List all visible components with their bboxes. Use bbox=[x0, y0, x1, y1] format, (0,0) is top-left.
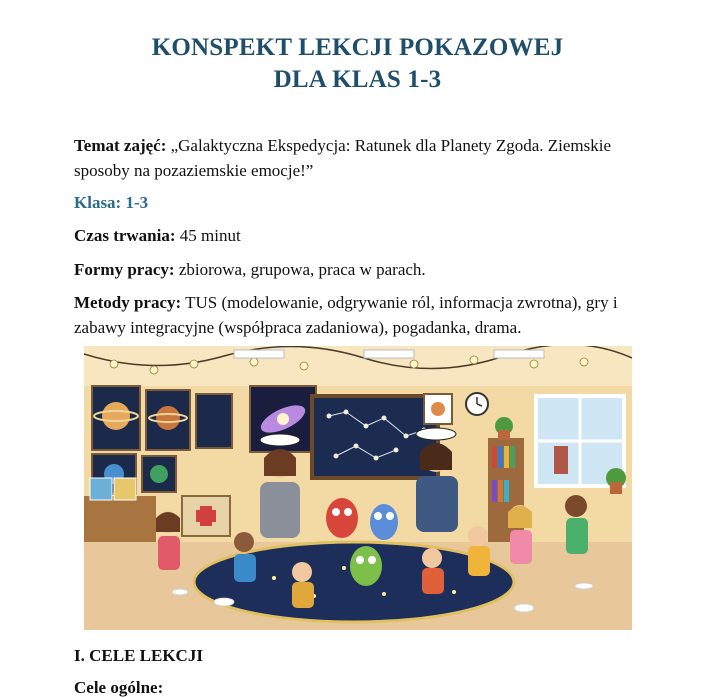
forms-value: zbiorowa, grupowa, praca w parach. bbox=[174, 260, 426, 279]
subsection-heading-general-goals: Cele ogólne: bbox=[74, 678, 164, 697]
document-title-line1: KONSPEKT LEKCJI POKAZOWEJ bbox=[151, 34, 564, 61]
classroom-illustration bbox=[84, 346, 632, 630]
methods-paragraph bbox=[74, 290, 644, 340]
forms-label: Formy pracy: bbox=[74, 260, 175, 279]
duration-label: Czas trwania: bbox=[74, 226, 176, 245]
forms-paragraph bbox=[74, 257, 644, 282]
duration-value: 45 minut bbox=[175, 226, 241, 245]
section-heading-goals: I. CELE LEKCJI bbox=[74, 646, 203, 665]
topic-value: „Galaktyczna Ekspedycja: Ratunek dla Planety Zgoda. Ziemskie sposoby na pozaziemskie emocje!” bbox=[74, 136, 612, 180]
class-label: Klasa: 1-3 bbox=[74, 193, 149, 212]
methods-value: TUS (modelowanie, odgrywanie ról, informacja zwrotna), gry i zabawy integracyjne (współpraca zadaniowa), pogadanka, drama. bbox=[74, 293, 618, 337]
topic-paragraph bbox=[74, 133, 644, 183]
methods-label: Metody pracy: bbox=[74, 293, 182, 312]
duration-paragraph bbox=[74, 223, 644, 248]
topic-label: Temat zajęć: bbox=[74, 136, 167, 155]
document-title-line2: DLA KLAS 1-3 bbox=[273, 66, 442, 93]
